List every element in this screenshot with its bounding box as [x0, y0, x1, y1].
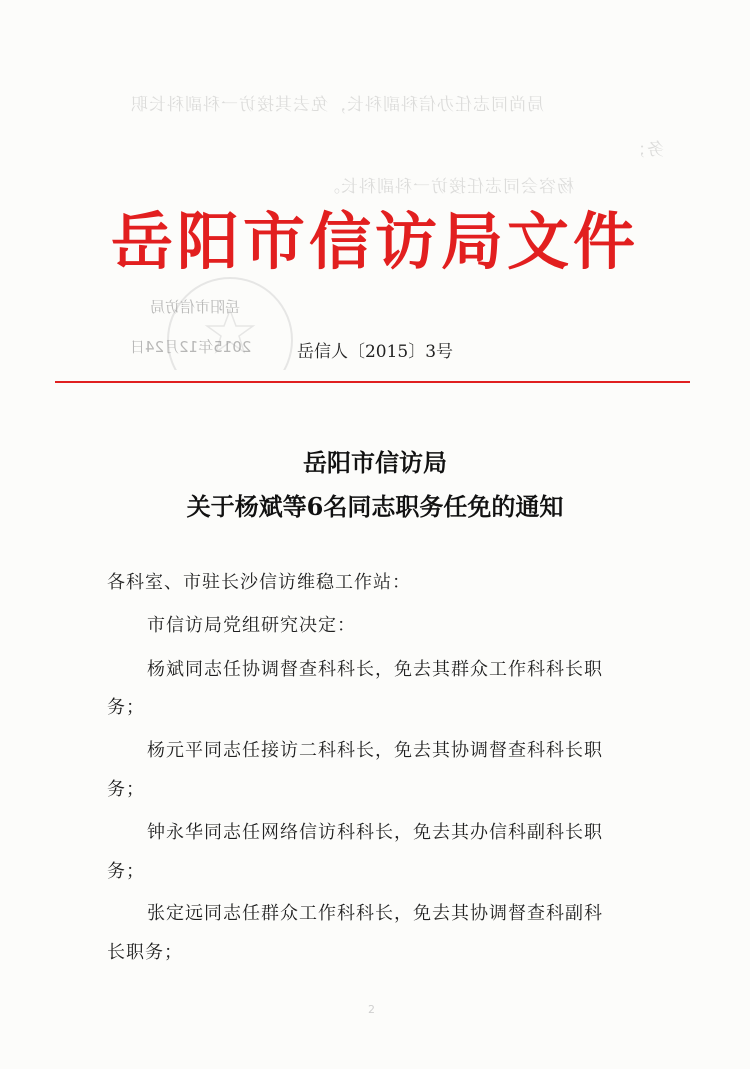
notice-title-org: 岳阳市信访局	[303, 448, 447, 477]
appointment-item-2-line1: 杨元平同志任接访二科科长，免去其协调督查科科长职	[147, 740, 603, 761]
header-divider	[55, 381, 690, 383]
intro-paragraph: 市信访局党组研究决定：	[147, 615, 356, 636]
appointment-item-4-line1: 张定远同志任群众工作科科长，免去其协调督查科副科	[147, 903, 603, 924]
appointment-item-4-line2: 长职务；	[107, 942, 183, 963]
bleed-through-seal-text: 岳阳市信访局	[150, 298, 241, 316]
appointment-item-2-line2: 务；	[107, 779, 145, 800]
appointment-item-3-line1: 钟永华同志任网络信访科科长，免去其办信科副科长职	[147, 822, 603, 843]
appointment-item-1-line1: 杨斌同志任协调督查科科长，免去其群众工作科科长职	[147, 659, 603, 680]
appointment-item-1-line2: 务；	[107, 697, 145, 718]
appointment-item-3-line2: 务；	[107, 861, 145, 882]
notice-title: 关于杨斌等6名同志职务任免的通知	[186, 492, 564, 521]
document-number: 岳信人〔2015〕3号	[296, 342, 454, 362]
page-number: 2	[368, 1003, 375, 1016]
bleed-through-text: 杨容会同志任接访一科副科长。	[322, 177, 574, 197]
bleed-through-text: 务；	[628, 140, 664, 160]
bleed-through-seal-date: 2015年12月24日	[130, 338, 252, 356]
salutation: 各科室、市驻长沙信访维稳工作站：	[107, 572, 411, 593]
bleed-through-text: 局尚同志任办信科副科长，免去其接访一科副科长职	[130, 95, 544, 115]
document-header-title: 岳阳市信访局文件	[110, 205, 639, 278]
